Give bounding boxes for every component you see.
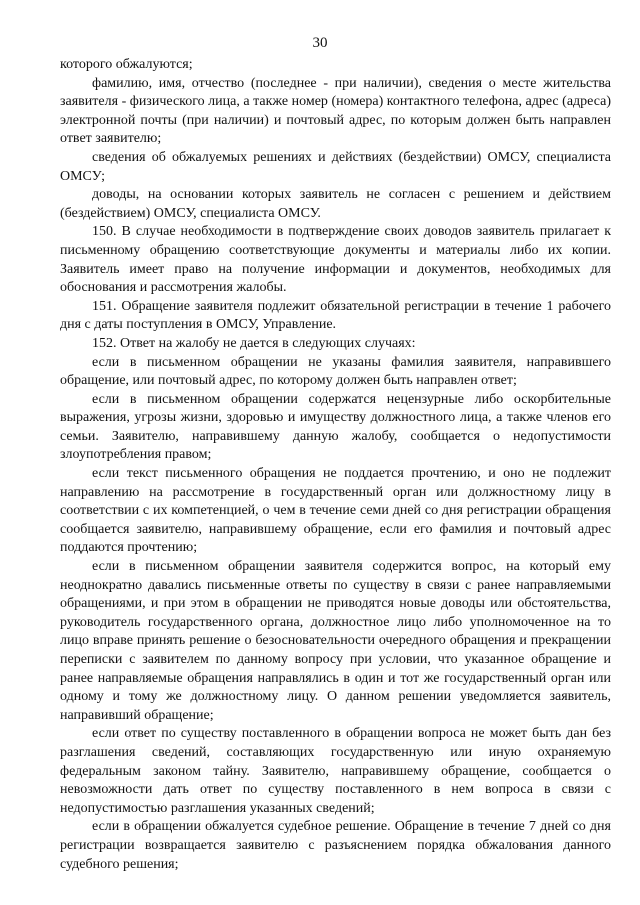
document-body — [60, 56, 611, 874]
paragraph-appealed-decisions: сведения об обжалуемых решениях и действиях (бездействии) ОМСУ, специалиста ОМСУ; — [60, 149, 611, 184]
paragraph-unreadable-text: если текст письменного обращения не поддается прочтению, и оно не подлежит направлению на рассмотрение в государственный орган или должностному лицу в соответствии с их компетенцией, о чем в течение семи дней со дня регистрации обращения сообщается заявителю, направившему обращение, если его фамилия и почтовый адрес поддаются прочтению; — [60, 466, 611, 556]
paragraph-continuation: которого обжалуются; — [60, 57, 193, 72]
paragraph-court-decision: если в обращении обжалуется судебное решение. Обращение в течение 7 дней со дня регистрации возвращается заявителю с разъяснением порядка обжалования данного судебного решения; — [60, 819, 611, 872]
paragraph-clause-151: 151. Обращение заявителя подлежит обязательной регистрации в течение 1 рабочего дня с даты поступления в ОМСУ, Управление. — [60, 298, 611, 333]
paragraph-obscene-language: если в письменном обращении содержатся нецензурные либо оскорбительные выражения, угрозы жизни, здоровью и имуществу должностного лица, а также членов его семьи. Заявителю, направившему данную жалобу, сообщается о недопустимости злоупотребления правом; — [60, 391, 611, 463]
paragraph-clause-150: 150. В случае необходимости в подтверждение своих доводов заявитель прилагает к письменному обращению соответствующие документы и материалы либо их копии. Заявитель имеет право на получение информации и документов, необходимых для обоснования и рассмотрения жалобы. — [60, 224, 611, 296]
paragraph-arguments: доводы, на основании которых заявитель не согласен с решением и действием (бездействием) ОМСУ, специалиста ОМСУ. — [60, 187, 611, 221]
paragraph-state-secret: если ответ по существу поставленного в обращении вопроса не может быть дан без разглашения сведений, составляющих государственную или иную охраняемую федеральным законом тайну. Заявителю, направившему обращение, сообщается о невозможности дать ответ по существу поставленного в нем вопроса в связи с недопустимостью разглашения указанных сведений; — [60, 726, 611, 816]
page-number: 30 — [312, 35, 328, 51]
paragraph-clause-152: 152. Ответ на жалобу не дается в следующих случаях: — [92, 335, 416, 351]
paragraph-repeated-question: если в письменном обращении заявителя содержится вопрос, на который ему неоднократно давались письменные ответы по существу в связи с ранее направляемыми обращениями, и при этом в обращении не приводятся новые доводы или обстоятельства, руководитель государственного органа, должностное лицо либо уполномоченное на то лицо вправе принять решение о безосновательности очередного обращения и прекращении переписки с заявителем по данному вопросу при условии, что указанное обращение и ранее направляемые обращения направлялись в один и тот же государственный орган или одному и тому же должностному лицу. О данном решении уведомляется заявитель, направивший обращение; — [60, 559, 611, 723]
paragraph-applicant-name-address: фамилию, имя, отчество (последнее - при наличии), сведения о месте жительства заявителя - физического лица, а также номер (номера) контактного телефона, адрес (адреса) электронной почты (при наличии) и почтовый адрес, по которым должен быть направлен ответ заявителю; — [60, 75, 611, 147]
paragraph-no-name-or-address: если в письменном обращении не указаны фамилия заявителя, направившего обращение, или почтовый адрес, по которому должен быть направлен ответ; — [60, 354, 611, 389]
